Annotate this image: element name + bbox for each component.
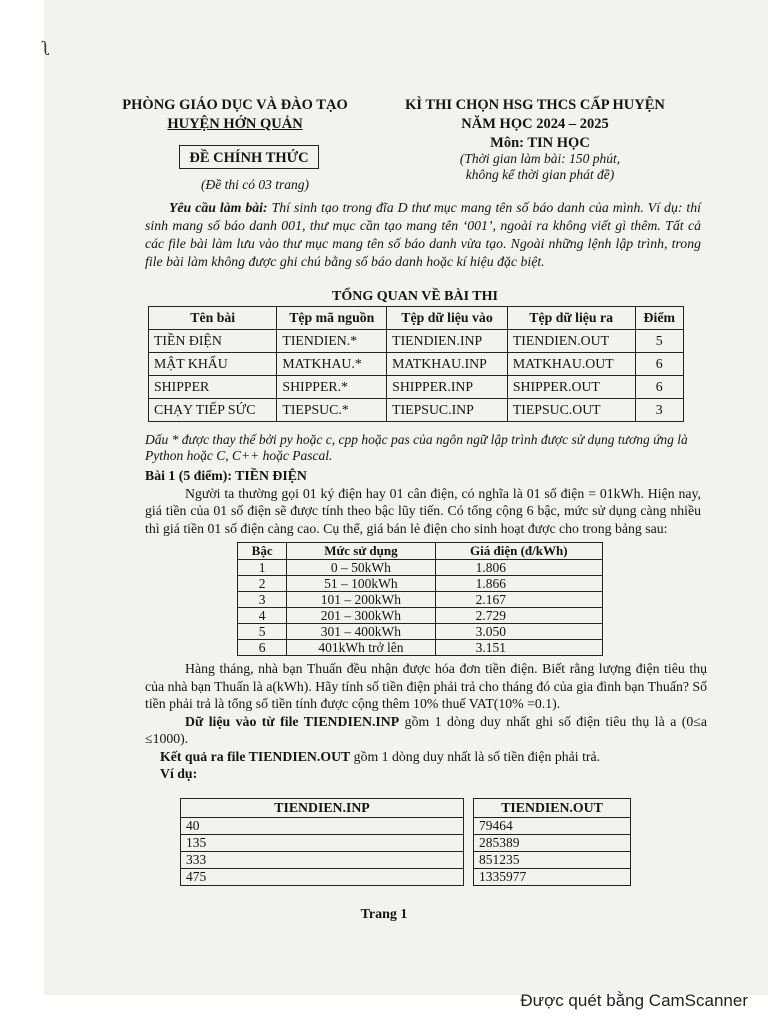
overview-cell: MATKHAU.OUT [507,353,635,376]
overview-cell: TIENDIEN.OUT [507,330,635,353]
output-label: Kết quả ra file TIENDIEN.OUT [160,748,351,764]
example-output-cell: 285389 [474,835,631,852]
overview-cell: 6 [635,353,683,376]
overview-cell: SHIPPER.INP [387,376,508,399]
overview-cell: SHIPPER [149,376,277,399]
price-cell: 51 – 100kWh [287,576,435,592]
overview-cell: MẬT KHẨU [149,353,277,376]
department-name: PHÒNG GIÁO DỤC VÀ ĐÀO TẠO [122,97,348,113]
price-cell: 4 [238,608,287,624]
header-right [390,96,680,134]
language-note: Dấu * được thay thế bởi py hoặc c, cpp hoặc pas của ngôn ngữ lập trình được sử dụng tương ứng là Python hoặc C, C++ hoặc Pascal. [145,432,688,463]
price-cell: 101 – 200kWh [287,592,435,608]
output-text: gồm 1 dòng duy nhất là số tiền điện phải trả. [350,748,601,764]
example-input-row [181,869,464,886]
overview-header-cell: Tên bài [149,307,277,330]
example-output-row [474,869,631,886]
example-input-row [181,818,464,835]
overview-cell: TIEPSUC.OUT [507,399,635,422]
example-output-header: TIENDIEN.OUT [474,799,631,818]
example-input-cell: 475 [181,869,464,886]
overview-cell: TIENDIEN.* [277,330,387,353]
price-cell: 3.050 [435,624,602,640]
overview-cell: MATKHAU.INP [387,353,508,376]
input-text: gồm 1 dòng duy nhất ghi số điện tiêu thụ là a (0≤a ≤1000). [145,713,707,746]
overview-header-cell: Tệp dữ liệu vào [387,307,508,330]
example-input-row [181,835,464,852]
subject-title: Môn: TIN HỌC [490,135,590,151]
example-input-cell: 333 [181,852,464,869]
overview-row [149,376,684,399]
overview-cell: SHIPPER.* [277,376,387,399]
problem1-intro-block [145,467,701,537]
problem1-task: Hàng tháng, nhà bạn Thuấn đều nhận được hóa đơn tiền điện. Biết rằng lượng điện tiêu thụ của nhà bạn Thuấn là a(kWh). Hãy tính số tiền điện phải trả cho tháng đó của gia đình bạn Thuấn? Số tiền phải trả là tổng số tiền tính được cộng thêm 10% thuế VAT(10% =0.1). [145,661,707,711]
example-input-cell: 40 [181,818,464,835]
example-output-row [474,818,631,835]
price-cell: 2.167 [435,592,602,608]
overview-cell: SHIPPER.OUT [507,376,635,399]
price-row [238,592,603,608]
price-row [238,640,603,656]
price-row [238,624,603,640]
price-cell: 1.866 [435,576,602,592]
price-cell: 201 – 300kWh [287,608,435,624]
example-output-cell: 851235 [474,852,631,869]
input-label: Dữ liệu vào từ file TIENDIEN.INP [185,713,400,729]
official-exam-box: ĐỀ CHÍNH THỨC [179,145,319,169]
price-header-cell: Bậc [238,543,287,560]
example-output-table [473,798,631,886]
overview-cell: 3 [635,399,683,422]
school-year: NĂM HỌC 2024 – 2025 [461,116,609,132]
price-header-cell: Mức sử dụng [287,543,435,560]
price-row [238,608,603,624]
example-output-row [474,852,631,869]
price-header-row [238,543,603,560]
district-name: HUYỆN HỚN QUẢN [167,116,303,132]
subject-block [390,135,690,183]
overview-title: TỔNG QUAN VỀ BÀI THI [332,289,498,304]
price-row [238,576,603,592]
overview-cell: 5 [635,330,683,353]
overview-header-cell: Tệp dữ liệu ra [507,307,635,330]
overview-cell: TIENDIEN.INP [387,330,508,353]
example-input-cell: 135 [181,835,464,852]
price-cell: 6 [238,640,287,656]
time-line-1: (Thời gian làm bài: 150 phút, [459,151,621,166]
overview-row [149,330,684,353]
price-row [238,560,603,576]
requirements-paragraph [145,199,701,271]
example-output-cell: 79464 [474,818,631,835]
problem1-intro: Người ta thường gọi 01 ký điện hay 01 cân điện, có nghĩa là 01 số điện = 01kWh. Hiện nay, giá tiền của 01 số điện sẽ được tính theo bậc lũy tiến. Có tổng cộng 6 bậc, mức sử dụng càng nhiều thì giá tiền 01 số điện càng cao. Cụ thể, giá bán lẻ điện cho sinh hoạt được cho trong bảng sau: [145,485,701,536]
price-cell: 401kWh trở lên [287,640,435,656]
overview-header-cell: Tệp mã nguồn [277,307,387,330]
price-cell: 2.729 [435,608,602,624]
scan-mark: ʅ [42,38,51,60]
page-count-note: (Đề thi có 03 trang) [201,177,309,192]
overview-table [148,306,684,422]
overview-cell: TIEPSUC.INP [387,399,508,422]
page-number: Trang 1 [360,907,408,922]
time-line-2: không kể thời gian phát đề) [465,167,615,182]
output-spec [145,748,707,766]
problem1-task-block [145,660,707,783]
price-cell: 3 [238,592,287,608]
overview-row [149,399,684,422]
price-cell: 301 – 400kWh [287,624,435,640]
overview-cell: MATKHAU.* [277,353,387,376]
price-header-cell: Giá điện (đ/kWh) [435,543,602,560]
price-cell: 5 [238,624,287,640]
input-spec [145,713,707,748]
overview-cell: TIEPSUC.* [277,399,387,422]
example-input-table [180,798,464,886]
overview-cell: TIỀN ĐIỆN [149,330,277,353]
exam-name: KÌ THI CHỌN HSG THCS CẤP HUYỆN [405,97,665,113]
requirements-label: Yêu cầu làm bài: [169,200,268,215]
requirements-text: Thí sinh tạo trong đĩa D thư mục mang tên số báo danh của mình. Ví dụ: thí sinh mang số báo danh 001, thư mục cần tạo mang tên ‘001’, ngoài ra không viết gì thêm. Tất cả các file bài làm lưu vào thư mục mang tên số báo danh vừa tạo. Ngoài những lệnh lập trình, trong file bài làm không được ghi chú bằng số báo danh hoặc kí hiệu đặc biệt. [145,200,701,269]
price-table [237,542,603,656]
example-output-cell: 1335977 [474,869,631,886]
overview-header-row [149,307,684,330]
overview-row [149,353,684,376]
price-cell: 1.806 [435,560,602,576]
price-cell: 0 – 50kWh [287,560,435,576]
example-label: Ví dụ: [160,766,198,781]
price-cell: 3.151 [435,640,602,656]
example-input-row [181,852,464,869]
header-left [110,96,360,134]
price-cell: 2 [238,576,287,592]
overview-header-cell: Điểm [635,307,683,330]
example-input-header-row [181,799,464,818]
example-input-header: TIENDIEN.INP [181,799,464,818]
overview-cell: 6 [635,376,683,399]
problem1-heading: Bài 1 (5 điểm): TIỀN ĐIỆN [145,468,307,483]
overview-cell: CHẠY TIẾP SỨC [149,399,277,422]
price-cell: 1 [238,560,287,576]
camscanner-watermark: Được quét bằng CamScanner [520,991,748,1010]
example-output-header-row [474,799,631,818]
example-output-row [474,835,631,852]
